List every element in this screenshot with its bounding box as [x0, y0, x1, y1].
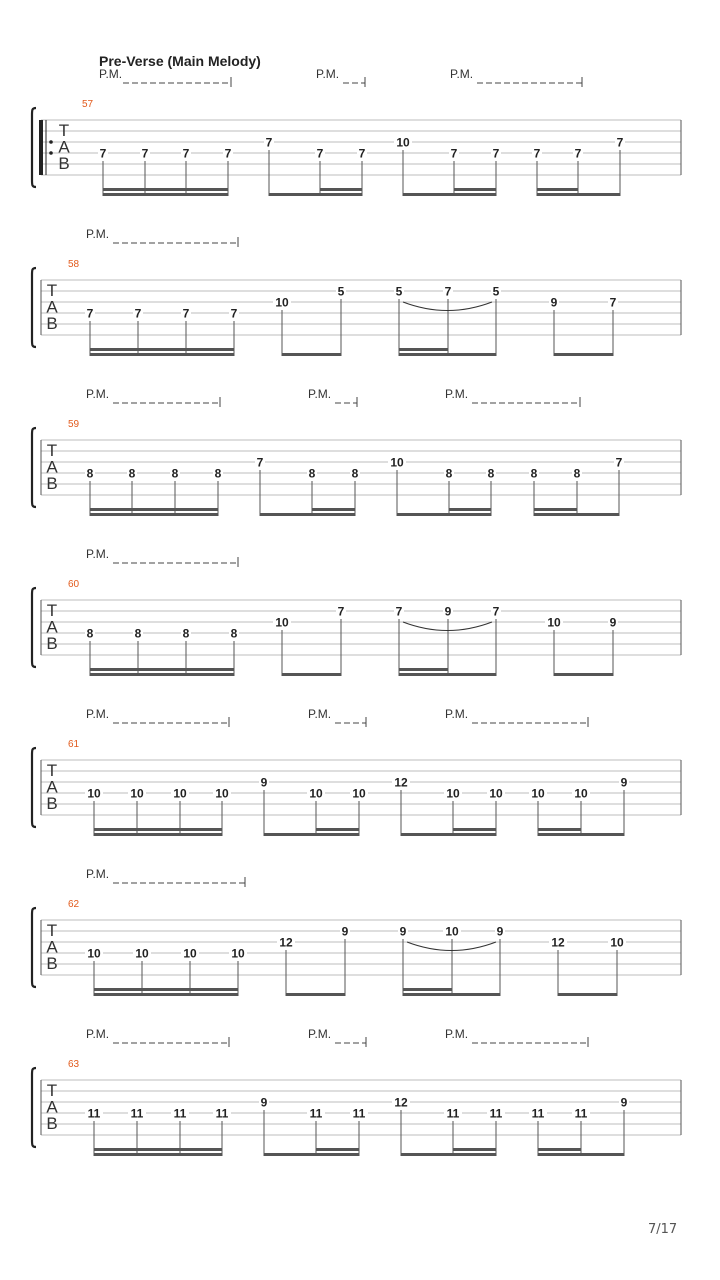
- fret-number: 7: [337, 604, 345, 619]
- fret-number: 11: [352, 1106, 366, 1121]
- palm-mute-label: P.M.: [445, 707, 469, 721]
- fret-number: 10: [309, 786, 323, 801]
- tab-clef-letter: B: [46, 1114, 58, 1133]
- fret-number: 12: [279, 935, 293, 950]
- palm-mute-label: P.M.: [86, 1027, 110, 1041]
- measure-number: 58: [68, 259, 80, 270]
- beam-secondary: [399, 348, 448, 351]
- system-bracket: [32, 1068, 36, 1147]
- palm-mute-label: P.M.: [445, 387, 469, 401]
- fret-number: 10: [574, 786, 588, 801]
- tab-clef-letter: B: [46, 474, 58, 493]
- beam-secondary: [449, 508, 491, 511]
- fret-number: 9: [609, 615, 617, 630]
- tab-clef-letter: A: [46, 937, 58, 957]
- beam-secondary: [103, 188, 228, 191]
- repeat-thick-bar: [39, 120, 43, 175]
- beam: [399, 673, 496, 676]
- fret-number: 8: [445, 466, 453, 481]
- measure-number: 59: [68, 419, 80, 430]
- fret-number: 9: [444, 604, 452, 619]
- measure-number: 63: [68, 1059, 80, 1070]
- beam: [90, 353, 234, 356]
- fret-number: 9: [620, 775, 628, 790]
- beam: [399, 353, 496, 356]
- fret-number: 10: [135, 946, 149, 961]
- section-title: Pre-Verse (Main Melody): [99, 53, 261, 69]
- beam: [269, 193, 362, 196]
- fret-number: 7: [182, 306, 190, 321]
- fret-number: 12: [551, 935, 565, 950]
- palm-mute-label: P.M.: [308, 387, 332, 401]
- tab-clef-letter: A: [46, 617, 58, 637]
- tab-system-57: [32, 67, 681, 196]
- beam: [94, 993, 238, 996]
- beam-secondary: [90, 668, 234, 671]
- palm-mute-label: P.M.: [86, 387, 110, 401]
- fret-number: 10: [173, 786, 187, 801]
- palm-mute-label: P.M.: [86, 867, 110, 881]
- fret-number: 11: [173, 1106, 187, 1121]
- fret-number: 9: [260, 775, 268, 790]
- beam-secondary: [312, 508, 355, 511]
- beam: [94, 833, 222, 836]
- tab-clef-letter: B: [46, 954, 58, 973]
- fret-number: 10: [215, 786, 229, 801]
- fret-number: 11: [130, 1106, 144, 1121]
- beam-secondary: [320, 188, 362, 191]
- palm-mute-label: P.M.: [308, 1027, 332, 1041]
- beam-secondary: [90, 508, 218, 511]
- beam: [397, 513, 491, 516]
- beam: [90, 673, 234, 676]
- tab-clef-letter: B: [46, 314, 58, 333]
- tab-clef-letter: B: [46, 634, 58, 653]
- fret-number: 7: [141, 146, 149, 161]
- palm-mute-label: P.M.: [99, 67, 123, 81]
- fret-number: 8: [573, 466, 581, 481]
- beam: [403, 993, 500, 996]
- tab-clef-letter: T: [46, 441, 58, 460]
- measure-number: 62: [68, 899, 80, 910]
- fret-number: 12: [394, 775, 408, 790]
- fret-number: 10: [183, 946, 197, 961]
- fret-number: 10: [275, 295, 289, 310]
- tab-clef-letter: T: [58, 121, 70, 140]
- fret-number: 8: [86, 626, 94, 641]
- palm-mute-label: P.M.: [86, 547, 110, 561]
- palm-mute-label: P.M.: [445, 1027, 469, 1041]
- measure-number: 61: [68, 739, 80, 750]
- fret-number: 11: [531, 1106, 545, 1121]
- fret-number: 10: [130, 786, 144, 801]
- tab-system-61: [32, 707, 681, 836]
- fret-number: 7: [256, 455, 264, 470]
- fret-number: 12: [394, 1095, 408, 1110]
- fret-number: 10: [547, 615, 561, 630]
- fret-number: 7: [358, 146, 366, 161]
- fret-number: 7: [444, 284, 452, 299]
- fret-number: 8: [134, 626, 142, 641]
- beam: [538, 833, 624, 836]
- tab-clef-letter: A: [46, 457, 58, 477]
- fret-number: 11: [215, 1106, 229, 1121]
- fret-number: 9: [496, 924, 504, 939]
- measure-number: 60: [68, 579, 80, 590]
- palm-mute-label: P.M.: [86, 707, 110, 721]
- beam: [558, 993, 617, 996]
- measure-number: 57: [82, 99, 94, 110]
- repeat-dot: [49, 151, 53, 155]
- fret-number: 9: [399, 924, 407, 939]
- fret-number: 9: [620, 1095, 628, 1110]
- fret-number: 7: [492, 604, 500, 619]
- beam: [554, 673, 613, 676]
- fret-number: 5: [492, 284, 500, 299]
- repeat-dot: [49, 140, 53, 144]
- fret-number: 7: [230, 306, 238, 321]
- beam: [94, 1153, 222, 1156]
- system-bracket: [32, 748, 36, 827]
- palm-mute-label: P.M.: [308, 707, 332, 721]
- beam-secondary: [94, 1148, 222, 1151]
- fret-number: 7: [574, 146, 582, 161]
- fret-number: 7: [134, 306, 142, 321]
- fret-number: 7: [182, 146, 190, 161]
- beam: [282, 353, 341, 356]
- tab-clef-letter: A: [58, 137, 70, 157]
- fret-number: 10: [396, 135, 410, 150]
- fret-number: 7: [316, 146, 324, 161]
- fret-number: 10: [531, 786, 545, 801]
- fret-number: 7: [86, 306, 94, 321]
- fret-number: 11: [489, 1106, 503, 1121]
- fret-number: 7: [492, 146, 500, 161]
- tab-clef-letter: A: [46, 297, 58, 317]
- beam: [403, 193, 496, 196]
- fret-number: 10: [275, 615, 289, 630]
- beam: [554, 353, 613, 356]
- beam: [286, 993, 345, 996]
- fret-number: 7: [224, 146, 232, 161]
- fret-number: 10: [87, 946, 101, 961]
- fret-number: 7: [615, 455, 623, 470]
- beam: [534, 513, 619, 516]
- beam-secondary: [537, 188, 578, 191]
- palm-mute-label: P.M.: [450, 67, 474, 81]
- tab-system-63: [32, 1027, 681, 1156]
- page-number: 7/17: [648, 1222, 678, 1237]
- fret-number: 8: [308, 466, 316, 481]
- tab-system-60: [32, 547, 681, 676]
- fret-number: 10: [352, 786, 366, 801]
- beam-secondary: [94, 828, 222, 831]
- fret-number: 10: [390, 455, 404, 470]
- fret-number: 8: [530, 466, 538, 481]
- palm-mute-label: P.M.: [86, 227, 110, 241]
- beam-secondary: [538, 1148, 581, 1151]
- beam-secondary: [403, 988, 452, 991]
- tab-clef-letter: B: [46, 794, 58, 813]
- beam-secondary: [454, 188, 496, 191]
- beam: [401, 1153, 496, 1156]
- tab-clef-letter: T: [46, 601, 58, 620]
- fret-number: 7: [265, 135, 273, 150]
- beam: [282, 673, 341, 676]
- fret-number: 10: [445, 924, 459, 939]
- fret-number: 11: [574, 1106, 588, 1121]
- beam-secondary: [534, 508, 577, 511]
- fret-number: 9: [260, 1095, 268, 1110]
- fret-number: 7: [450, 146, 458, 161]
- fret-number: 8: [182, 626, 190, 641]
- system-bracket: [32, 428, 36, 507]
- fret-number: 8: [171, 466, 179, 481]
- tab-system-58: [32, 227, 681, 356]
- beam-secondary: [90, 348, 234, 351]
- fret-number: 8: [128, 466, 136, 481]
- fret-number: 7: [533, 146, 541, 161]
- beam-secondary: [316, 1148, 359, 1151]
- beam: [537, 193, 620, 196]
- fret-number: 10: [489, 786, 503, 801]
- beam: [264, 1153, 359, 1156]
- beam-secondary: [453, 828, 496, 831]
- tab-clef-letter: B: [58, 154, 70, 173]
- beam: [401, 833, 496, 836]
- fret-number: 7: [616, 135, 624, 150]
- fret-number: 5: [395, 284, 403, 299]
- fret-number: 11: [87, 1106, 101, 1121]
- tab-clef-letter: T: [46, 921, 58, 940]
- fret-number: 8: [214, 466, 222, 481]
- tab-system-59: [32, 387, 681, 516]
- tab-system-62: [32, 867, 681, 996]
- beam: [103, 193, 228, 196]
- beam-secondary: [94, 988, 238, 991]
- palm-mute-label: P.M.: [316, 67, 340, 81]
- tab-clef-letter: A: [46, 777, 58, 797]
- beam-secondary: [316, 828, 359, 831]
- system-bracket: [32, 268, 36, 347]
- fret-number: 9: [341, 924, 349, 939]
- system-bracket: [32, 108, 36, 187]
- beam: [538, 1153, 624, 1156]
- tab-clef-letter: A: [46, 1097, 58, 1117]
- tab-clef-letter: T: [46, 281, 58, 300]
- fret-number: 11: [309, 1106, 323, 1121]
- beam: [264, 833, 359, 836]
- beam-secondary: [399, 668, 448, 671]
- fret-number: 9: [550, 295, 558, 310]
- fret-number: 8: [351, 466, 359, 481]
- fret-number: 10: [610, 935, 624, 950]
- fret-number: 8: [86, 466, 94, 481]
- fret-number: 10: [446, 786, 460, 801]
- beam: [90, 513, 218, 516]
- system-bracket: [32, 908, 36, 987]
- fret-number: 8: [230, 626, 238, 641]
- system-bracket: [32, 588, 36, 667]
- tab-clef-letter: T: [46, 761, 58, 780]
- beam-secondary: [453, 1148, 496, 1151]
- fret-number: 5: [337, 284, 345, 299]
- beam: [260, 513, 355, 516]
- fret-number: 7: [395, 604, 403, 619]
- fret-number: 7: [609, 295, 617, 310]
- fret-number: 8: [487, 466, 495, 481]
- fret-number: 11: [446, 1106, 460, 1121]
- tab-clef-letter: T: [46, 1081, 58, 1100]
- fret-number: 10: [231, 946, 245, 961]
- fret-number: 7: [99, 146, 107, 161]
- fret-number: 10: [87, 786, 101, 801]
- beam-secondary: [538, 828, 581, 831]
